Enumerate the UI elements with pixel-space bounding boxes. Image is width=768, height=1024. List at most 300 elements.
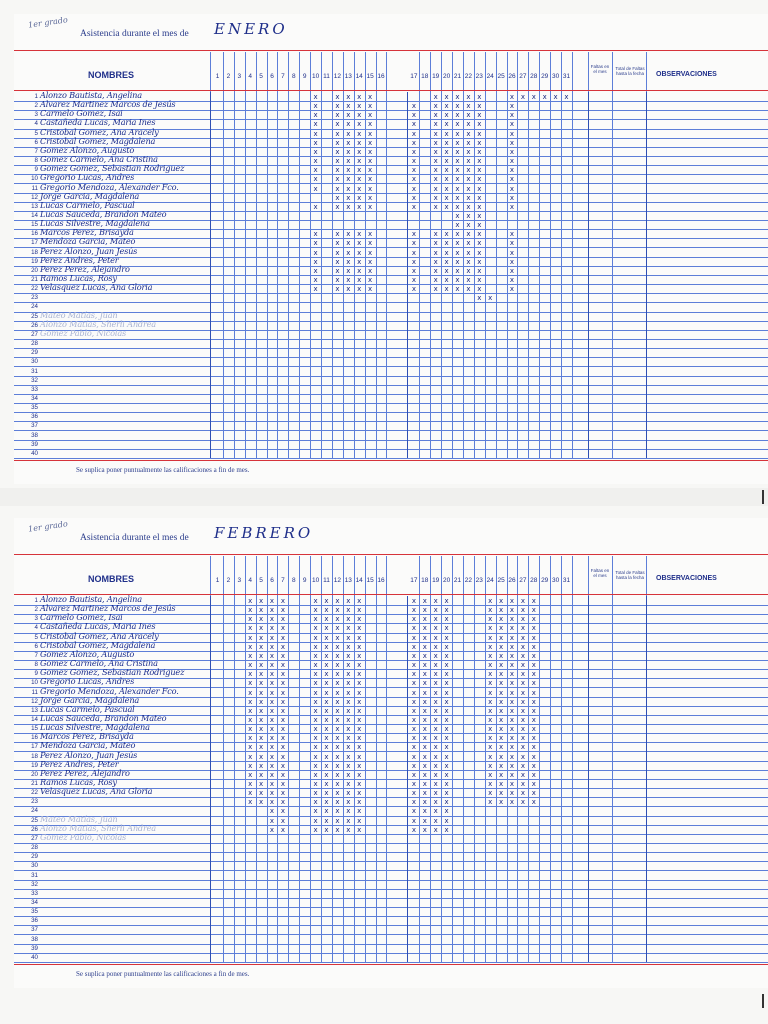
attendance-mark: x: [357, 276, 362, 284]
grid-line: [234, 92, 235, 458]
attendance-mark: x: [433, 597, 438, 605]
header-grid-line: [572, 556, 573, 596]
attendance-mark: x: [531, 615, 536, 624]
header-grid-line: [612, 556, 613, 596]
day-number: 24: [486, 73, 494, 80]
attendance-mark: x: [433, 239, 438, 248]
header-grid-line: [550, 556, 551, 596]
attendance-mark: x: [335, 715, 340, 724]
attendance-mark: x: [466, 138, 471, 147]
attendance-mark: x: [346, 239, 351, 248]
attendance-mark: x: [335, 688, 340, 697]
attendance-mark: x: [466, 102, 471, 111]
attendance-mark: x: [444, 102, 449, 111]
attendance-mark: x: [324, 807, 329, 816]
attendance-mark: x: [466, 184, 471, 193]
attendance-mark: x: [280, 715, 285, 724]
attendance-mark: x: [248, 743, 253, 752]
student-name: Alonzo Matías, Sherli Andrea: [40, 822, 156, 833]
attendance-mark: x: [411, 798, 416, 807]
attendance-mark: x: [313, 138, 318, 147]
attendance-mark: x: [335, 807, 340, 816]
title-row: [14, 518, 768, 552]
day-number: 31: [562, 73, 571, 80]
attendance-mark: x: [357, 706, 362, 715]
header-grid-line: [612, 52, 613, 92]
row-number: 10: [31, 679, 38, 687]
student-name: Gregorio Mendoza, Alexander Fco.: [40, 685, 179, 696]
header-grid-line: [441, 52, 442, 92]
attendance-mark: x: [269, 633, 275, 642]
grid-line: [210, 596, 211, 962]
day-number: 13: [344, 577, 352, 584]
attendance-mark: x: [357, 248, 362, 257]
grid-line: [234, 596, 235, 962]
student-name: Alvarez Martinez Marcos de Jesús: [40, 99, 176, 110]
attendance-mark: x: [324, 816, 329, 825]
header-grid-line: [376, 52, 377, 92]
attendance-mark: x: [357, 230, 362, 239]
grid-line: [474, 596, 475, 962]
attendance-mark: x: [488, 688, 493, 697]
attendance-mark: x: [422, 624, 427, 633]
attendance-mark: x: [509, 670, 515, 679]
day-number: 23: [475, 577, 483, 584]
attendance-mark: x: [455, 138, 460, 147]
attendance-mark: x: [444, 770, 449, 779]
attendance-mark: x: [499, 661, 504, 670]
grid-line: [223, 92, 224, 458]
attendance-mark: x: [444, 642, 449, 651]
attendance-mark: x: [531, 789, 536, 798]
attendance-mark: x: [248, 734, 253, 743]
student-name: Cristobal Gomez, Ana Aracely: [40, 630, 159, 641]
row-number: 8: [34, 661, 38, 669]
student-name: Jorge Garcia, Magdalena: [40, 694, 140, 705]
day-number: 13: [344, 73, 352, 80]
row-number: 15: [31, 725, 38, 733]
header-grid-line: [386, 556, 387, 596]
grid-line: [517, 596, 518, 962]
attendance-mark: x: [488, 780, 493, 788]
day-number: 11: [323, 577, 330, 584]
attendance-mark: x: [335, 770, 340, 779]
attendance-mark: x: [509, 93, 515, 101]
attendance-mark: x: [357, 789, 362, 798]
grid-line: [572, 92, 573, 458]
attendance-mark: x: [477, 102, 482, 111]
attendance-mark: x: [411, 816, 416, 825]
day-number: 17: [410, 577, 418, 584]
attendance-mark: x: [335, 670, 340, 679]
attendance-mark: x: [444, 688, 449, 697]
grid-line: [354, 92, 355, 458]
row-number: 39: [31, 944, 38, 952]
attendance-mark: x: [335, 761, 340, 770]
attendance-mark: x: [313, 257, 318, 266]
attendance-mark: x: [259, 615, 264, 624]
attendance-mark: x: [444, 285, 449, 294]
attendance-mark: x: [357, 825, 362, 834]
attendance-mark: x: [499, 606, 504, 615]
attendance-mark: x: [477, 193, 482, 202]
attendance-mark: x: [248, 606, 253, 615]
attendance-mark: x: [346, 93, 351, 101]
attendance-mark: x: [455, 285, 460, 294]
day-number: 30: [551, 73, 560, 80]
attendance-mark: x: [269, 661, 275, 670]
attendance-mark: x: [466, 230, 471, 239]
attendance-mark: x: [455, 184, 460, 193]
header-grid-line: [507, 52, 508, 92]
grid-line: [561, 596, 562, 962]
attendance-mark: x: [411, 138, 416, 147]
row-number: 40: [31, 449, 38, 457]
header-grid-line: [496, 52, 497, 92]
top-red-rule: [14, 50, 768, 51]
attendance-mark: x: [368, 248, 373, 257]
attendance-mark: x: [444, 706, 449, 715]
grid-line: [528, 596, 529, 962]
attendance-mark: x: [477, 294, 482, 303]
day-number: 29: [541, 577, 549, 584]
attendance-mark: x: [466, 211, 471, 220]
attendance-mark: x: [324, 734, 329, 743]
grid-line: [452, 92, 453, 458]
attendance-mark: x: [520, 743, 525, 752]
attendance-mark: x: [248, 780, 253, 788]
attendance-mark: x: [357, 597, 362, 605]
student-name: Carmelo Gomez, Isai: [40, 612, 123, 623]
attendance-mark: x: [455, 221, 460, 230]
attendance-mark: x: [455, 239, 460, 248]
attendance-mark: x: [455, 257, 460, 266]
attendance-mark: x: [422, 789, 427, 798]
attendance-mark: x: [520, 697, 525, 706]
attendance-mark: x: [269, 688, 275, 697]
attendance-mark: x: [455, 211, 460, 220]
header-grid-line: [310, 556, 311, 596]
header-grid-line: [332, 556, 333, 596]
attendance-mark: x: [324, 633, 329, 642]
attendance-mark: x: [357, 166, 362, 175]
attendance-mark: x: [477, 266, 482, 275]
attendance-mark: x: [499, 715, 504, 724]
student-name: Gomez Alonzo, Augusto: [40, 144, 135, 155]
attendance-mark: x: [520, 597, 525, 605]
header-grid-line: [288, 556, 289, 596]
header-grid-line: [277, 556, 278, 596]
student-name: Lucas Sauceda, Brandon Mateo: [40, 712, 167, 723]
row-number: 11: [31, 184, 38, 192]
attendance-mark: x: [280, 651, 285, 660]
attendance-mark: x: [335, 633, 340, 642]
attendance-mark: x: [509, 798, 515, 807]
attendance-mark: x: [357, 670, 362, 679]
grid-line: [223, 596, 224, 962]
attendance-mark: x: [411, 102, 416, 111]
row-number: 28: [31, 340, 38, 348]
student-name: Alonzo Matías, Sherli Andrea: [40, 318, 156, 329]
month-label: Asistencia durante el mes de: [80, 29, 189, 39]
attendance-mark: x: [346, 688, 351, 697]
grid-line: [539, 596, 540, 962]
attendance-mark: x: [335, 193, 340, 202]
attendance-mark: x: [269, 825, 275, 834]
attendance-mark: x: [466, 285, 471, 294]
attendance-mark: x: [509, 257, 515, 266]
attendance-mark: x: [509, 615, 515, 624]
attendance-mark: x: [466, 266, 471, 275]
attendance-mark: x: [466, 202, 471, 211]
attendance-mark: x: [324, 606, 329, 615]
attendance-mark: x: [269, 752, 275, 761]
attendance-mark: x: [433, 825, 438, 834]
row-number: 17: [31, 239, 38, 247]
attendance-mark: x: [422, 825, 427, 834]
attendance-mark: x: [531, 661, 536, 670]
attendance-mark: x: [520, 706, 525, 715]
student-name: Ramos Lucas, Rosy: [40, 777, 117, 787]
attendance-mark: x: [509, 743, 515, 752]
attendance-mark: x: [259, 789, 264, 798]
row-number: 29: [31, 349, 38, 357]
attendance-mark: x: [433, 688, 438, 697]
attendance-mark: x: [455, 157, 460, 166]
attendance-mark: x: [509, 679, 515, 688]
row-number: 8: [34, 157, 38, 165]
attendance-mark: x: [509, 184, 515, 193]
header-grid-line: [588, 556, 589, 596]
attendance-mark: x: [444, 230, 449, 239]
attendance-mark: x: [433, 743, 438, 752]
attendance-mark: x: [466, 93, 471, 101]
attendance-mark: x: [433, 624, 438, 633]
attendance-mark: x: [509, 138, 515, 147]
total-heading: Total de Faltas hasta la fecha: [615, 66, 645, 76]
day-number: 6: [270, 73, 274, 80]
row-number: 37: [31, 926, 38, 934]
attendance-mark: x: [499, 780, 504, 788]
header-grid-line: [419, 556, 420, 596]
attendance-mark: x: [520, 670, 525, 679]
grid-line: [474, 92, 475, 458]
student-name: Castañeda Lucas, Maria Ines: [40, 117, 156, 128]
header-grid-line: [528, 556, 529, 596]
attendance-mark: x: [357, 202, 362, 211]
attendance-mark: x: [335, 606, 340, 615]
attendance-mark: x: [313, 670, 318, 679]
attendance-mark: x: [368, 276, 373, 284]
attendance-mark: x: [520, 715, 525, 724]
attendance-mark: x: [248, 597, 253, 605]
attendance-mark: x: [433, 129, 438, 138]
day-number: 30: [551, 577, 560, 584]
grid-line: [343, 92, 344, 458]
attendance-mark: x: [346, 615, 351, 624]
attendance-mark: x: [455, 193, 460, 202]
attendance-mark: x: [531, 715, 536, 724]
attendance-mark: x: [346, 807, 351, 816]
attendance-mark: x: [324, 825, 329, 834]
row-number: 22: [31, 285, 38, 293]
attendance-mark: x: [488, 715, 493, 724]
attendance-mark: x: [346, 679, 351, 688]
grid-line: [267, 92, 268, 458]
attendance-mark: x: [488, 743, 493, 752]
attendance-mark: x: [509, 761, 515, 770]
attendance-mark: x: [313, 285, 318, 294]
attendance-mark: x: [346, 816, 351, 825]
grid-line: [277, 596, 278, 962]
header-grid-line: [474, 556, 475, 596]
attendance-mark: x: [335, 266, 340, 275]
day-number: 14: [355, 577, 363, 584]
attendance-mark: x: [520, 93, 525, 101]
attendance-mark: x: [346, 276, 351, 284]
header-grid-line: [572, 52, 573, 92]
month-value: FEBRERO: [214, 524, 314, 542]
attendance-mark: x: [335, 789, 340, 798]
attendance-mark: x: [346, 725, 351, 734]
student-name: Gregorio Lucas, Andres: [40, 172, 135, 183]
attendance-mark: x: [509, 157, 515, 166]
attendance-mark: x: [248, 725, 253, 734]
attendance-mark: x: [346, 780, 351, 788]
attendance-mark: x: [531, 670, 536, 679]
attendance-mark: x: [259, 697, 264, 706]
table-header: [14, 52, 768, 92]
grid-line: [277, 92, 278, 458]
table-row: [14, 953, 768, 963]
attendance-mark: x: [444, 715, 449, 724]
student-name: Gomez Gomez, Sebastian Rodriguez: [40, 667, 185, 678]
row-number: 29: [31, 853, 38, 861]
row-number: 7: [34, 147, 38, 155]
row-number: 30: [31, 862, 38, 870]
grid-line: [485, 92, 486, 458]
attendance-mark: x: [488, 752, 493, 761]
header-grid-line: [332, 52, 333, 92]
attendance-mark: x: [357, 184, 362, 193]
attendance-mark: x: [433, 715, 438, 724]
grid-line: [539, 92, 540, 458]
attendance-mark: x: [259, 606, 264, 615]
grid-line: [646, 596, 647, 962]
attendance-mark: x: [357, 193, 362, 202]
attendance-mark: x: [444, 138, 449, 147]
attendance-mark: x: [313, 239, 318, 248]
attendance-mark: x: [531, 697, 536, 706]
attendance-mark: x: [444, 780, 449, 788]
attendance-mark: x: [531, 752, 536, 761]
attendance-mark: x: [313, 175, 318, 184]
attendance-mark: x: [346, 789, 351, 798]
day-number: 22: [464, 73, 472, 80]
attendance-mark: x: [444, 157, 449, 166]
day-number: 9: [302, 577, 307, 584]
attendance-mark: x: [411, 597, 416, 605]
attendance-mark: x: [411, 257, 416, 266]
attendance-mark: x: [477, 276, 482, 284]
attendance-mark: x: [346, 642, 351, 651]
attendance-mark: x: [509, 239, 515, 248]
attendance-mark: x: [248, 752, 253, 761]
attendance-mark: x: [335, 129, 340, 138]
attendance-mark: x: [280, 706, 285, 715]
attendance-mark: x: [444, 743, 449, 752]
attendance-mark: x: [368, 239, 373, 248]
attendance-mark: x: [444, 184, 449, 193]
attendance-mark: x: [433, 789, 438, 798]
grid-line: [386, 92, 387, 458]
attendance-mark: x: [444, 734, 449, 743]
attendance-mark: x: [368, 138, 373, 147]
attendance-mark: x: [280, 615, 285, 624]
grid-line: [441, 596, 442, 962]
attendance-mark: x: [368, 166, 373, 175]
attendance-mark: x: [531, 725, 536, 734]
attendance-mark: x: [411, 661, 416, 670]
attendance-mark: x: [335, 661, 340, 670]
day-number: 25: [497, 577, 505, 584]
attendance-mark: x: [357, 780, 362, 788]
edge-mark: [762, 490, 764, 504]
attendance-mark: x: [335, 743, 340, 752]
attendance-mark: x: [335, 597, 340, 605]
attendance-mark: x: [411, 175, 416, 184]
attendance-mark: x: [269, 743, 275, 752]
attendance-mark: x: [259, 752, 264, 761]
header-grid-line: [452, 52, 453, 92]
attendance-mark: x: [411, 725, 416, 734]
row-number: 40: [31, 953, 38, 961]
attendance-mark: x: [531, 688, 536, 697]
day-number: 26: [508, 577, 516, 584]
attendance-mark: x: [411, 688, 416, 697]
day-number: 4: [248, 73, 252, 80]
header-grid-line: [354, 52, 355, 92]
attendance-mark: x: [466, 248, 471, 257]
grid-line: [354, 596, 355, 962]
attendance-mark: x: [433, 651, 438, 660]
attendance-mark: x: [357, 633, 362, 642]
attendance-grid: [14, 92, 768, 458]
attendance-mark: x: [313, 780, 318, 788]
attendance-mark: x: [324, 798, 329, 807]
attendance-mark: x: [313, 147, 318, 156]
header-grid-line: [234, 556, 235, 596]
attendance-mark: x: [499, 789, 504, 798]
header-grid-line: [310, 52, 311, 92]
attendance-mark: x: [422, 761, 427, 770]
attendance-mark: x: [422, 807, 427, 816]
attendance-mark: x: [280, 816, 285, 825]
attendance-mark: x: [444, 175, 449, 184]
attendance-mark: x: [422, 651, 427, 660]
attendance-mark: x: [313, 184, 318, 193]
attendance-mark: x: [357, 752, 362, 761]
day-number: 16: [377, 73, 385, 80]
row-number: 23: [31, 798, 38, 806]
attendance-mark: x: [346, 633, 351, 642]
header-grid-line: [267, 52, 268, 92]
attendance-mark: x: [444, 761, 449, 770]
attendance-mark: x: [335, 276, 340, 284]
attendance-mark: x: [411, 633, 416, 642]
attendance-mark: x: [488, 661, 493, 670]
attendance-mark: x: [520, 725, 525, 734]
